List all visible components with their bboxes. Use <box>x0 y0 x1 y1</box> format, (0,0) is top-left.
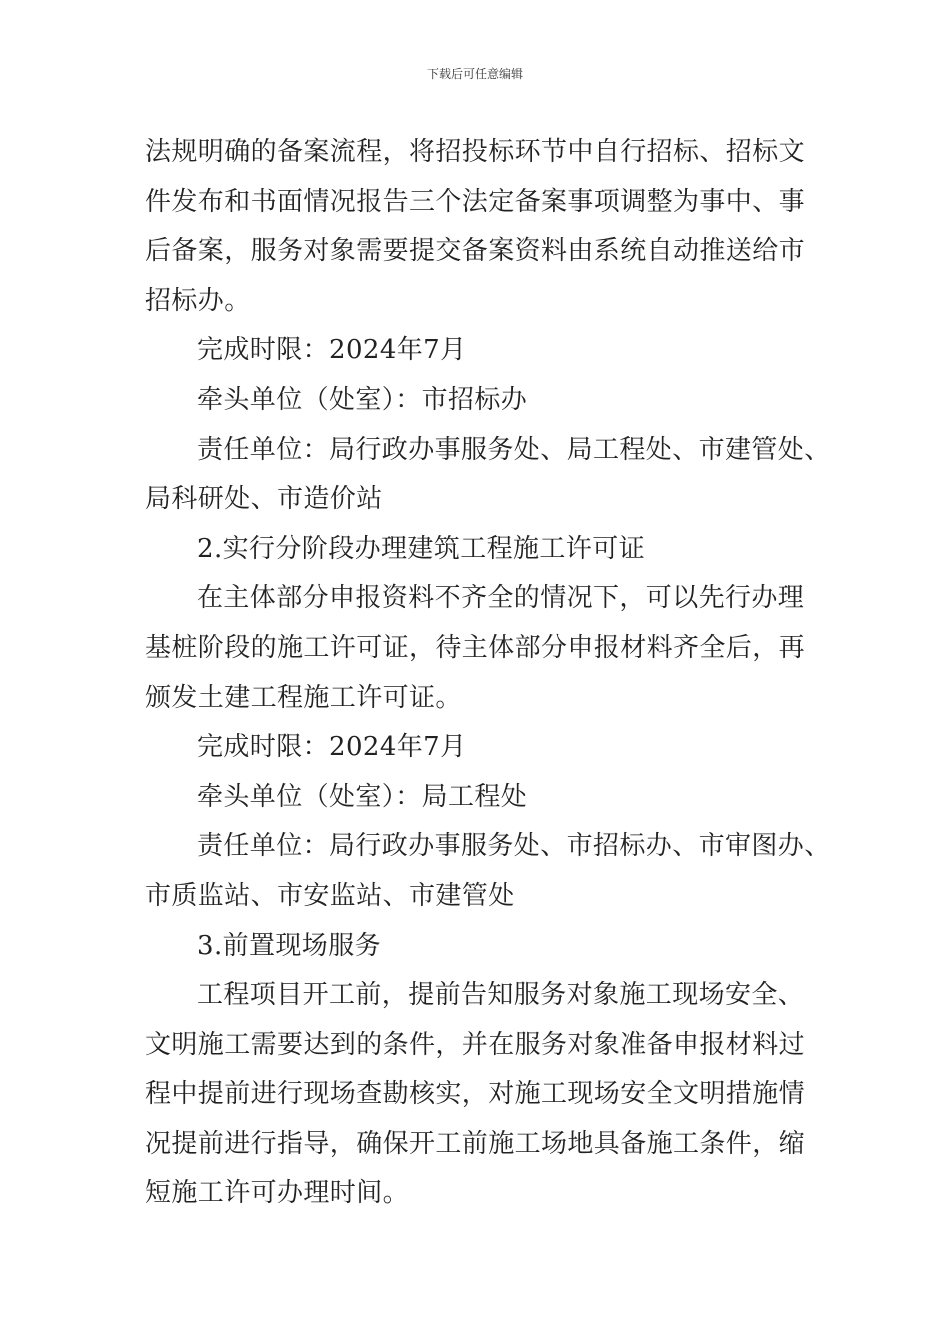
text-line: 工程项目开工前，提前告知服务对象施工现场安全、 <box>197 980 805 1011</box>
deadline-line: 完成时限：2024年7月 <box>197 335 467 366</box>
responsible-unit-line: 责任单位：局行政办事服务处、市招标办、市审图办、 <box>197 831 831 862</box>
lead-unit-line: 牵头单位（处室）：局工程处 <box>197 781 528 812</box>
text-line: 件发布和书面情况报告三个法定备案事项调整为事中、事 <box>145 186 806 217</box>
section-heading: 3.前置现场服务 <box>197 930 382 961</box>
text-line: 文明施工需要达到的条件，并在服务对象准备申报材料过 <box>145 1029 806 1060</box>
text-line: 招标办。 <box>145 285 251 316</box>
responsible-unit-line: 责任单位：局行政办事服务处、局工程处、市建管处、 <box>197 434 831 465</box>
section-heading: 2.实行分阶段办理建筑工程施工许可证 <box>197 533 646 564</box>
text-line: 法规明确的备案流程，将招投标环节中自行招标、招标文 <box>145 137 806 167</box>
text-line: 程中提前进行现场查勘核实，对施工现场安全文明措施情 <box>145 1079 806 1110</box>
page-header: 下载后可任意编辑 <box>426 67 523 81</box>
text-line: 在主体部分申报资料不齐全的情况下，可以先行办理 <box>197 583 805 614</box>
deadline-line: 完成时限：2024年7月 <box>197 732 467 763</box>
text-line: 市质监站、市安监站、市建管处 <box>145 880 515 911</box>
text-line: 后备案，服务对象需要提交备案资料由系统自动推送给市 <box>145 236 806 267</box>
text-line: 颁发土建工程施工许可证。 <box>145 682 462 713</box>
text-line: 况提前进行指导，确保开工前施工场地具备施工条件，缩 <box>145 1128 806 1159</box>
text-line: 基桩阶段的施工许可证，待主体部分申报材料齐全后，再 <box>145 632 806 663</box>
lead-unit-line: 牵头单位（处室）：市招标办 <box>197 384 528 415</box>
text-line: 局科研处、市造价站 <box>145 484 383 515</box>
text-line: 短施工许可办理时间。 <box>145 1178 410 1209</box>
document-body <box>145 128 831 1219</box>
